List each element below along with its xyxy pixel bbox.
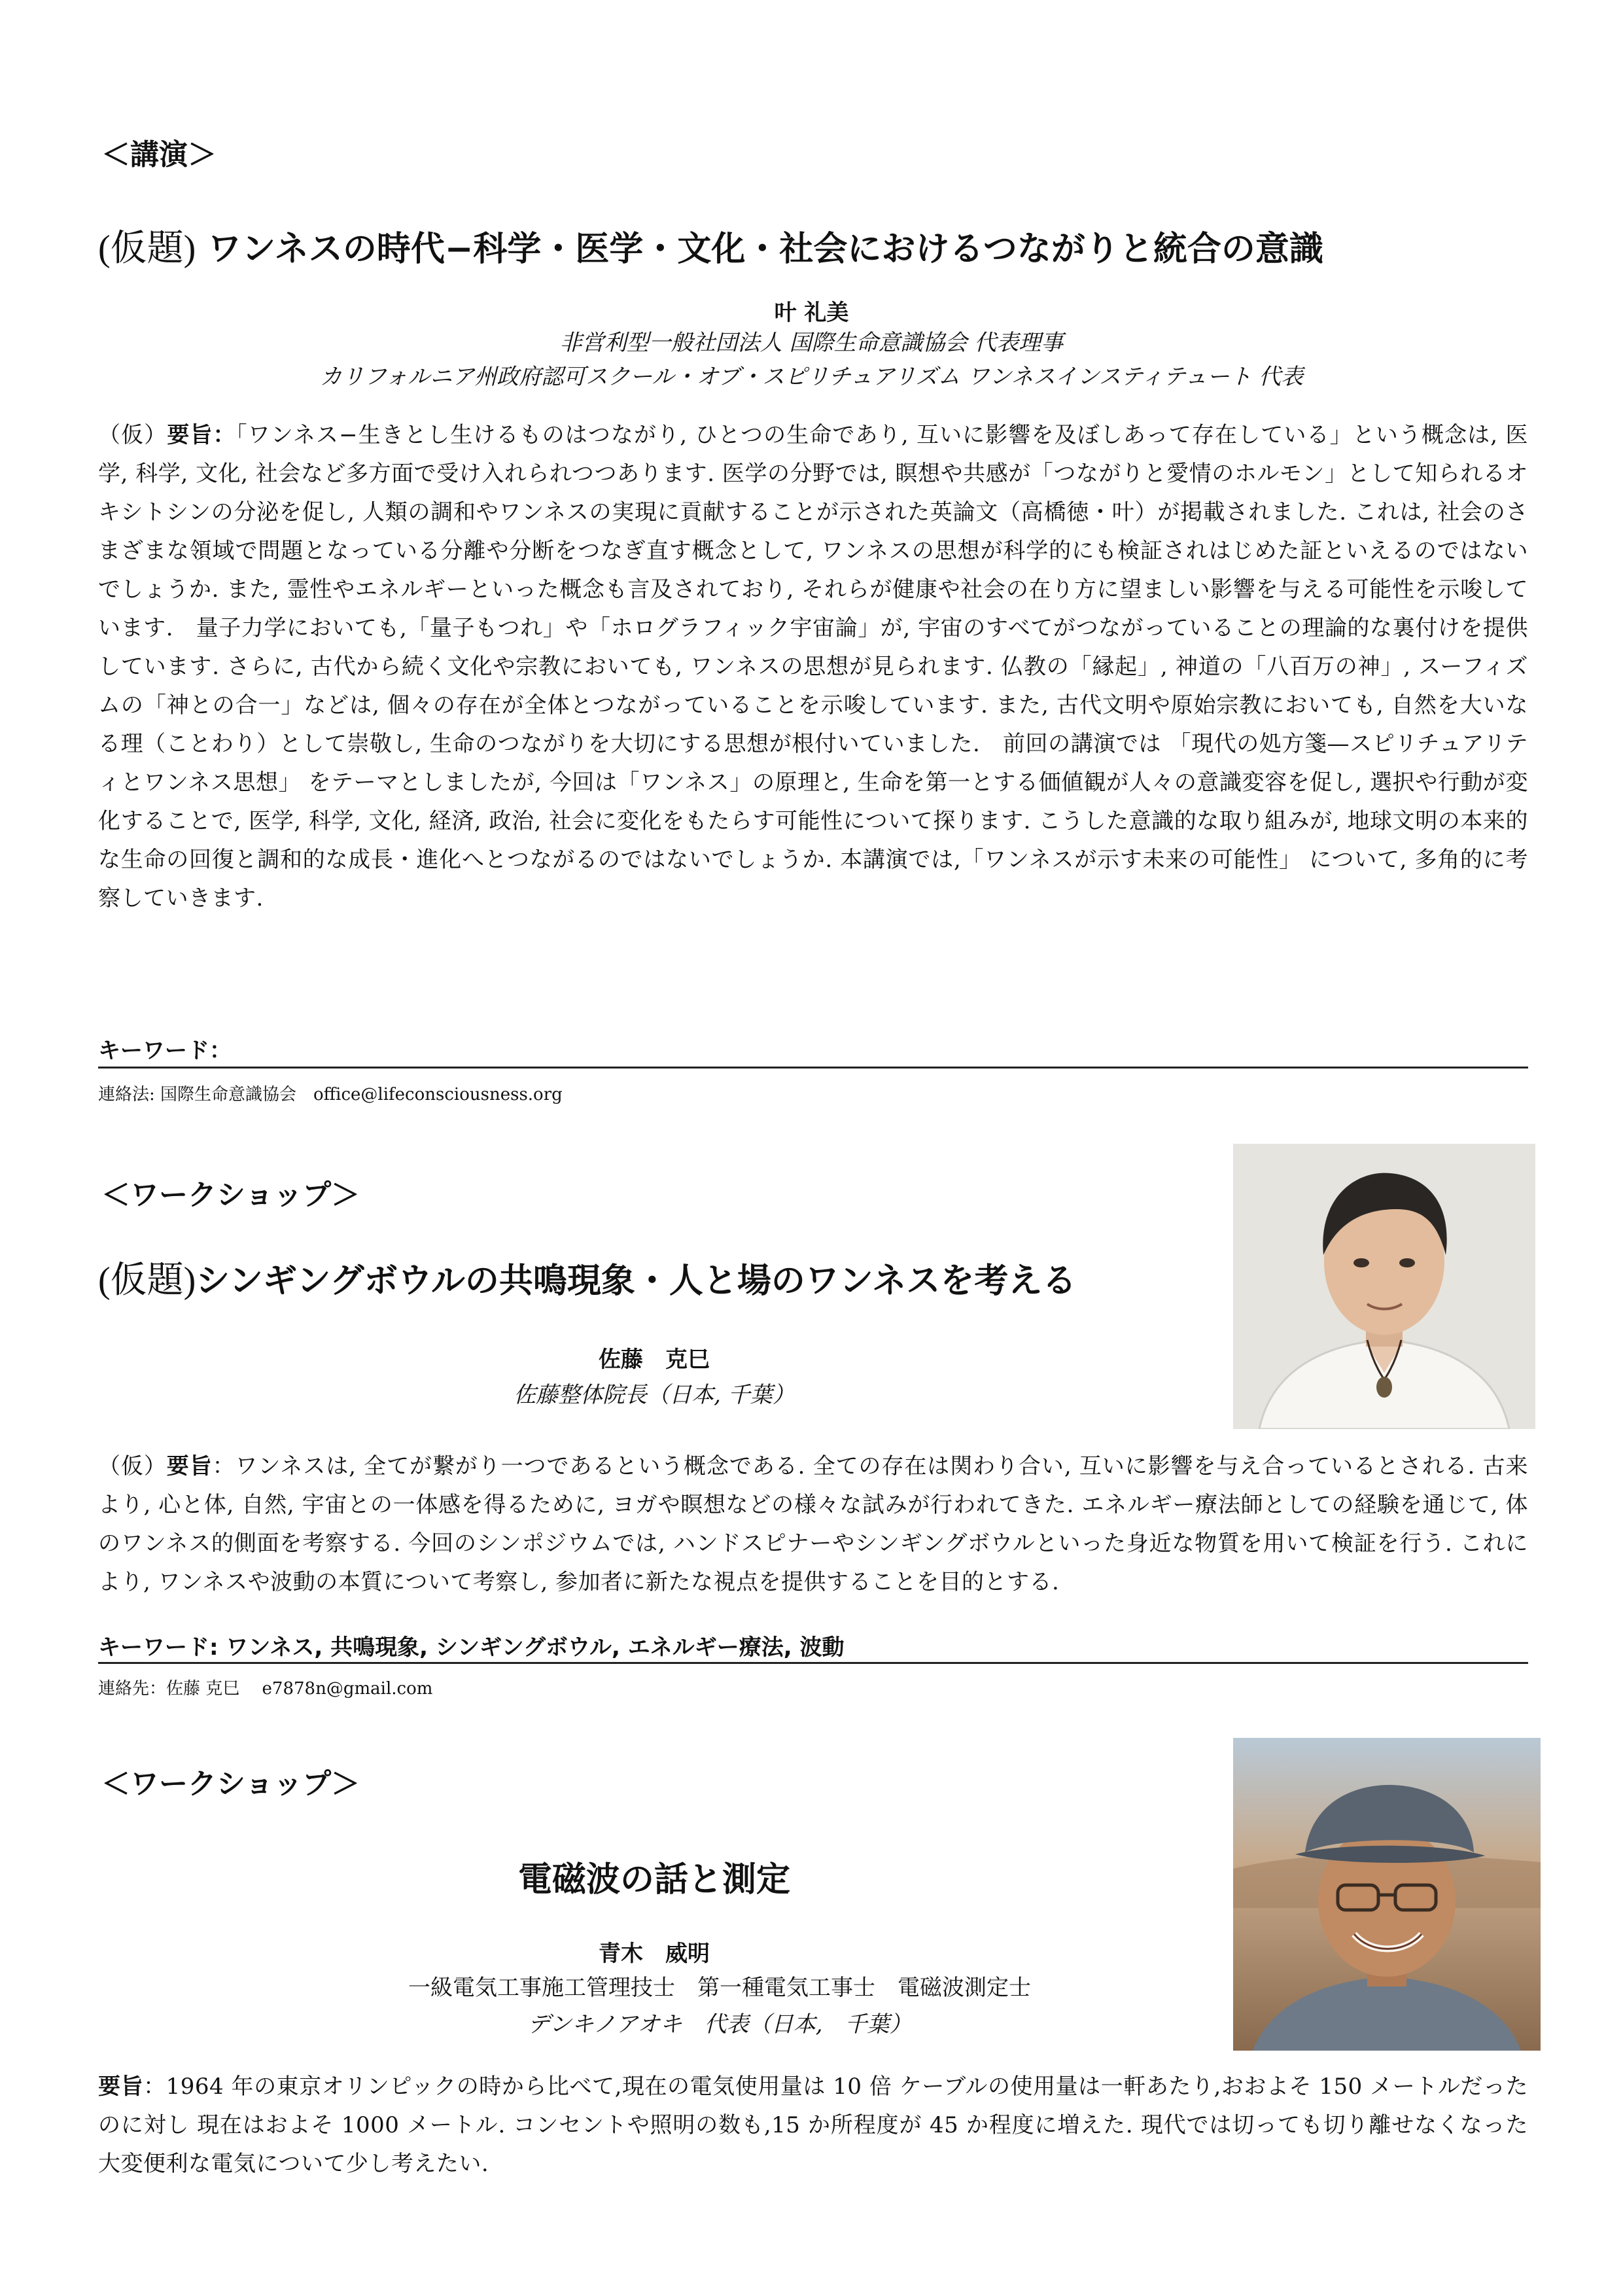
workshop2-speaker: 青木 威明	[599, 1941, 710, 1967]
workshop2-abstract-text: ：1964 年の東京オリンピックの時から比べて,現在の電気使用量は 10 倍 ケーブルの使用量は一軒あたり,おおよそ 150 メートルだったのに対し 現在はおよそ 1000 メートル. コンセントや照明の数も,15 か所程度が 45 か程度に増えた. 現代では切っても切り離せなくなった大変便利な電気について少し考えたい.	[98, 2074, 1528, 2177]
workshop1-abstract-text: ：ワンネスは, 全てが繋がり一つであるという概念である. 全ての存在は関わり合い, 互いに影響を与え合っているとされる. 古来より, 心と体, 自然, 宇宙との一体感を得るために, ヨガや瞑想などの様々な試みが行われてきた. エネルギー療法師としての経験を通じて, 体のワンネス的側面を考察する. 今回のシンポジウムでは, ハンドスピナーやシンギングボウルといった身近な物質を用いて検証を行う. これにより, ワンネスや波動の本質について考察し, 参加者に新たな視点を提供することを目的とする.	[98, 1453, 1529, 1595]
lecture-title-prefix: (仮題)	[98, 228, 196, 269]
workshop2-abstract-label: 要旨	[98, 2074, 144, 2100]
lecture-divider	[98, 1067, 1528, 1069]
workshop1-abstract-label: 要旨	[166, 1453, 213, 1479]
portrait-illustration	[1233, 1144, 1535, 1429]
lecture-affiliation-1: 非営利型一般社団法人 国際生命意識協会 代表理事	[559, 330, 1064, 356]
portrait-illustration	[1233, 1738, 1541, 2051]
lecture-abstract-prefix: （仮）	[98, 422, 167, 448]
lecture-affiliation-2: カリフォルニア州政府認可スクール・オブ・スピリチュアリズム ワンネスインスティテュート 代表	[319, 364, 1304, 390]
workshop1-divider	[98, 1662, 1528, 1664]
workshop2-title: 電磁波の話と測定	[517, 1860, 790, 1899]
workshop1-title-line	[98, 1251, 1076, 1303]
workshop1-affiliation: 佐藤整体院長（日本, 千葉）	[514, 1382, 795, 1408]
lecture-title: ワンネスの時代−科学・医学・文化・社会におけるつながりと統合の意識	[207, 230, 1323, 269]
workshop1-keywords: キーワード: ワンネス, 共鳴現象, シンギングボウル, エネルギー療法, 波動	[98, 1634, 845, 1661]
lecture-abstract-label: 要旨：	[167, 422, 236, 448]
workshop1-abstract	[98, 1447, 1528, 1602]
workshop2-section-label: ＜ワークショップ＞	[101, 1767, 360, 1801]
lecture-speaker: 叶 礼美	[774, 300, 849, 326]
workshop2-abstract	[98, 2068, 1528, 2183]
workshop2-affiliation-1: 一級電気工事施工管理技士 第一種電気工事士 電磁波測定士	[408, 1975, 1031, 2001]
workshop1-abstract-prefix: （仮）	[98, 1453, 167, 1479]
speaker-photo-sato	[1233, 1144, 1535, 1429]
workshop1-title: シンギングボウルの共鳴現象・人と場のワンネスを考える	[196, 1262, 1077, 1301]
lecture-keyword-label: キーワード：	[98, 1038, 232, 1064]
lecture-title-line	[98, 219, 1323, 272]
workshop1-section-label: ＜ワークショップ＞	[101, 1178, 360, 1212]
workshop1-speaker: 佐藤 克巳	[599, 1347, 710, 1373]
workshop2-affiliation-2: デンキノアオキ 代表（日本, 千葉）	[527, 2011, 912, 2038]
workshop1-contact: 連絡先：佐藤 克巳 e7878n@gmail.com	[98, 1679, 433, 1699]
lecture-abstract-text: 「ワンネス−生きとし生けるものはつながり, ひとつの生命であり, 互いに影響を及ぼしあって存在している」という概念は, 医学, 科学, 文化, 社会など多方面で受け入れられつつあります. 医学の分野では, 瞑想や共感が「つながりと愛情のホルモン」として知られるオキシトシンの分泌を促し, 人類の調和やワンネスの実現に貢献することが示された英論文（高橋徳・叶）が掲載されました. これは, 社会のさまざまな領域で問題となっている分離や分断をつなぎ直す概念として, ワンネスの思想が科学的にも検証されはじめた証といえるのではないでしょうか. また, 霊性やエネルギーといった概念も言及されており, それらが健康や社会の在り方に望ましい影響を与える可能性を示唆しています. 量子力学においても,「量子もつれ」や「ホログラフィック宇宙論」が, 宇宙のすべてがつながっていることの理論的な裏付けを提供しています. さらに, 古代から続く文化や宗教においても, ワンネスの思想が見られます. 仏教の「縁起」, 神道の「八百万の神」, スーフィズムの「神との合一」などは, 個々の存在が全体とつながっていることを示唆しています. また, 古代文明や原始宗教においても, 自然を大いなる理（ことわり）として崇敬し, 生命のつながりを大切にする思想が根付いていました. 前回の講演では 「現代の処方箋—スピリチュアリティとワンネス思想」 をテーマとしましたが, 今回は「ワンネス」の原理と, 生命を第一とする価値観が人々の意識変容を促し, 選択や行動が変化することで, 医学, 科学, 文化, 経済, 政治, 社会に変化をもたらす可能性について探ります. こうした意識的な取り組みが, 地球文明の本来的な生命の回復と調和的な成長・進化へとつながるのではないでしょうか. 本講演では,「ワンネスが示す未来の可能性」 について, 多角的に考察していきます.	[98, 422, 1529, 911]
workshop1-title-prefix: (仮題)	[98, 1260, 196, 1301]
speaker-photo-aoki	[1233, 1738, 1541, 2051]
lecture-abstract	[98, 416, 1528, 918]
lecture-section-label: ＜講演＞	[101, 138, 217, 171]
lecture-contact: 連絡法: 国際生命意識協会 office@lifeconsciousness.org	[98, 1085, 563, 1104]
